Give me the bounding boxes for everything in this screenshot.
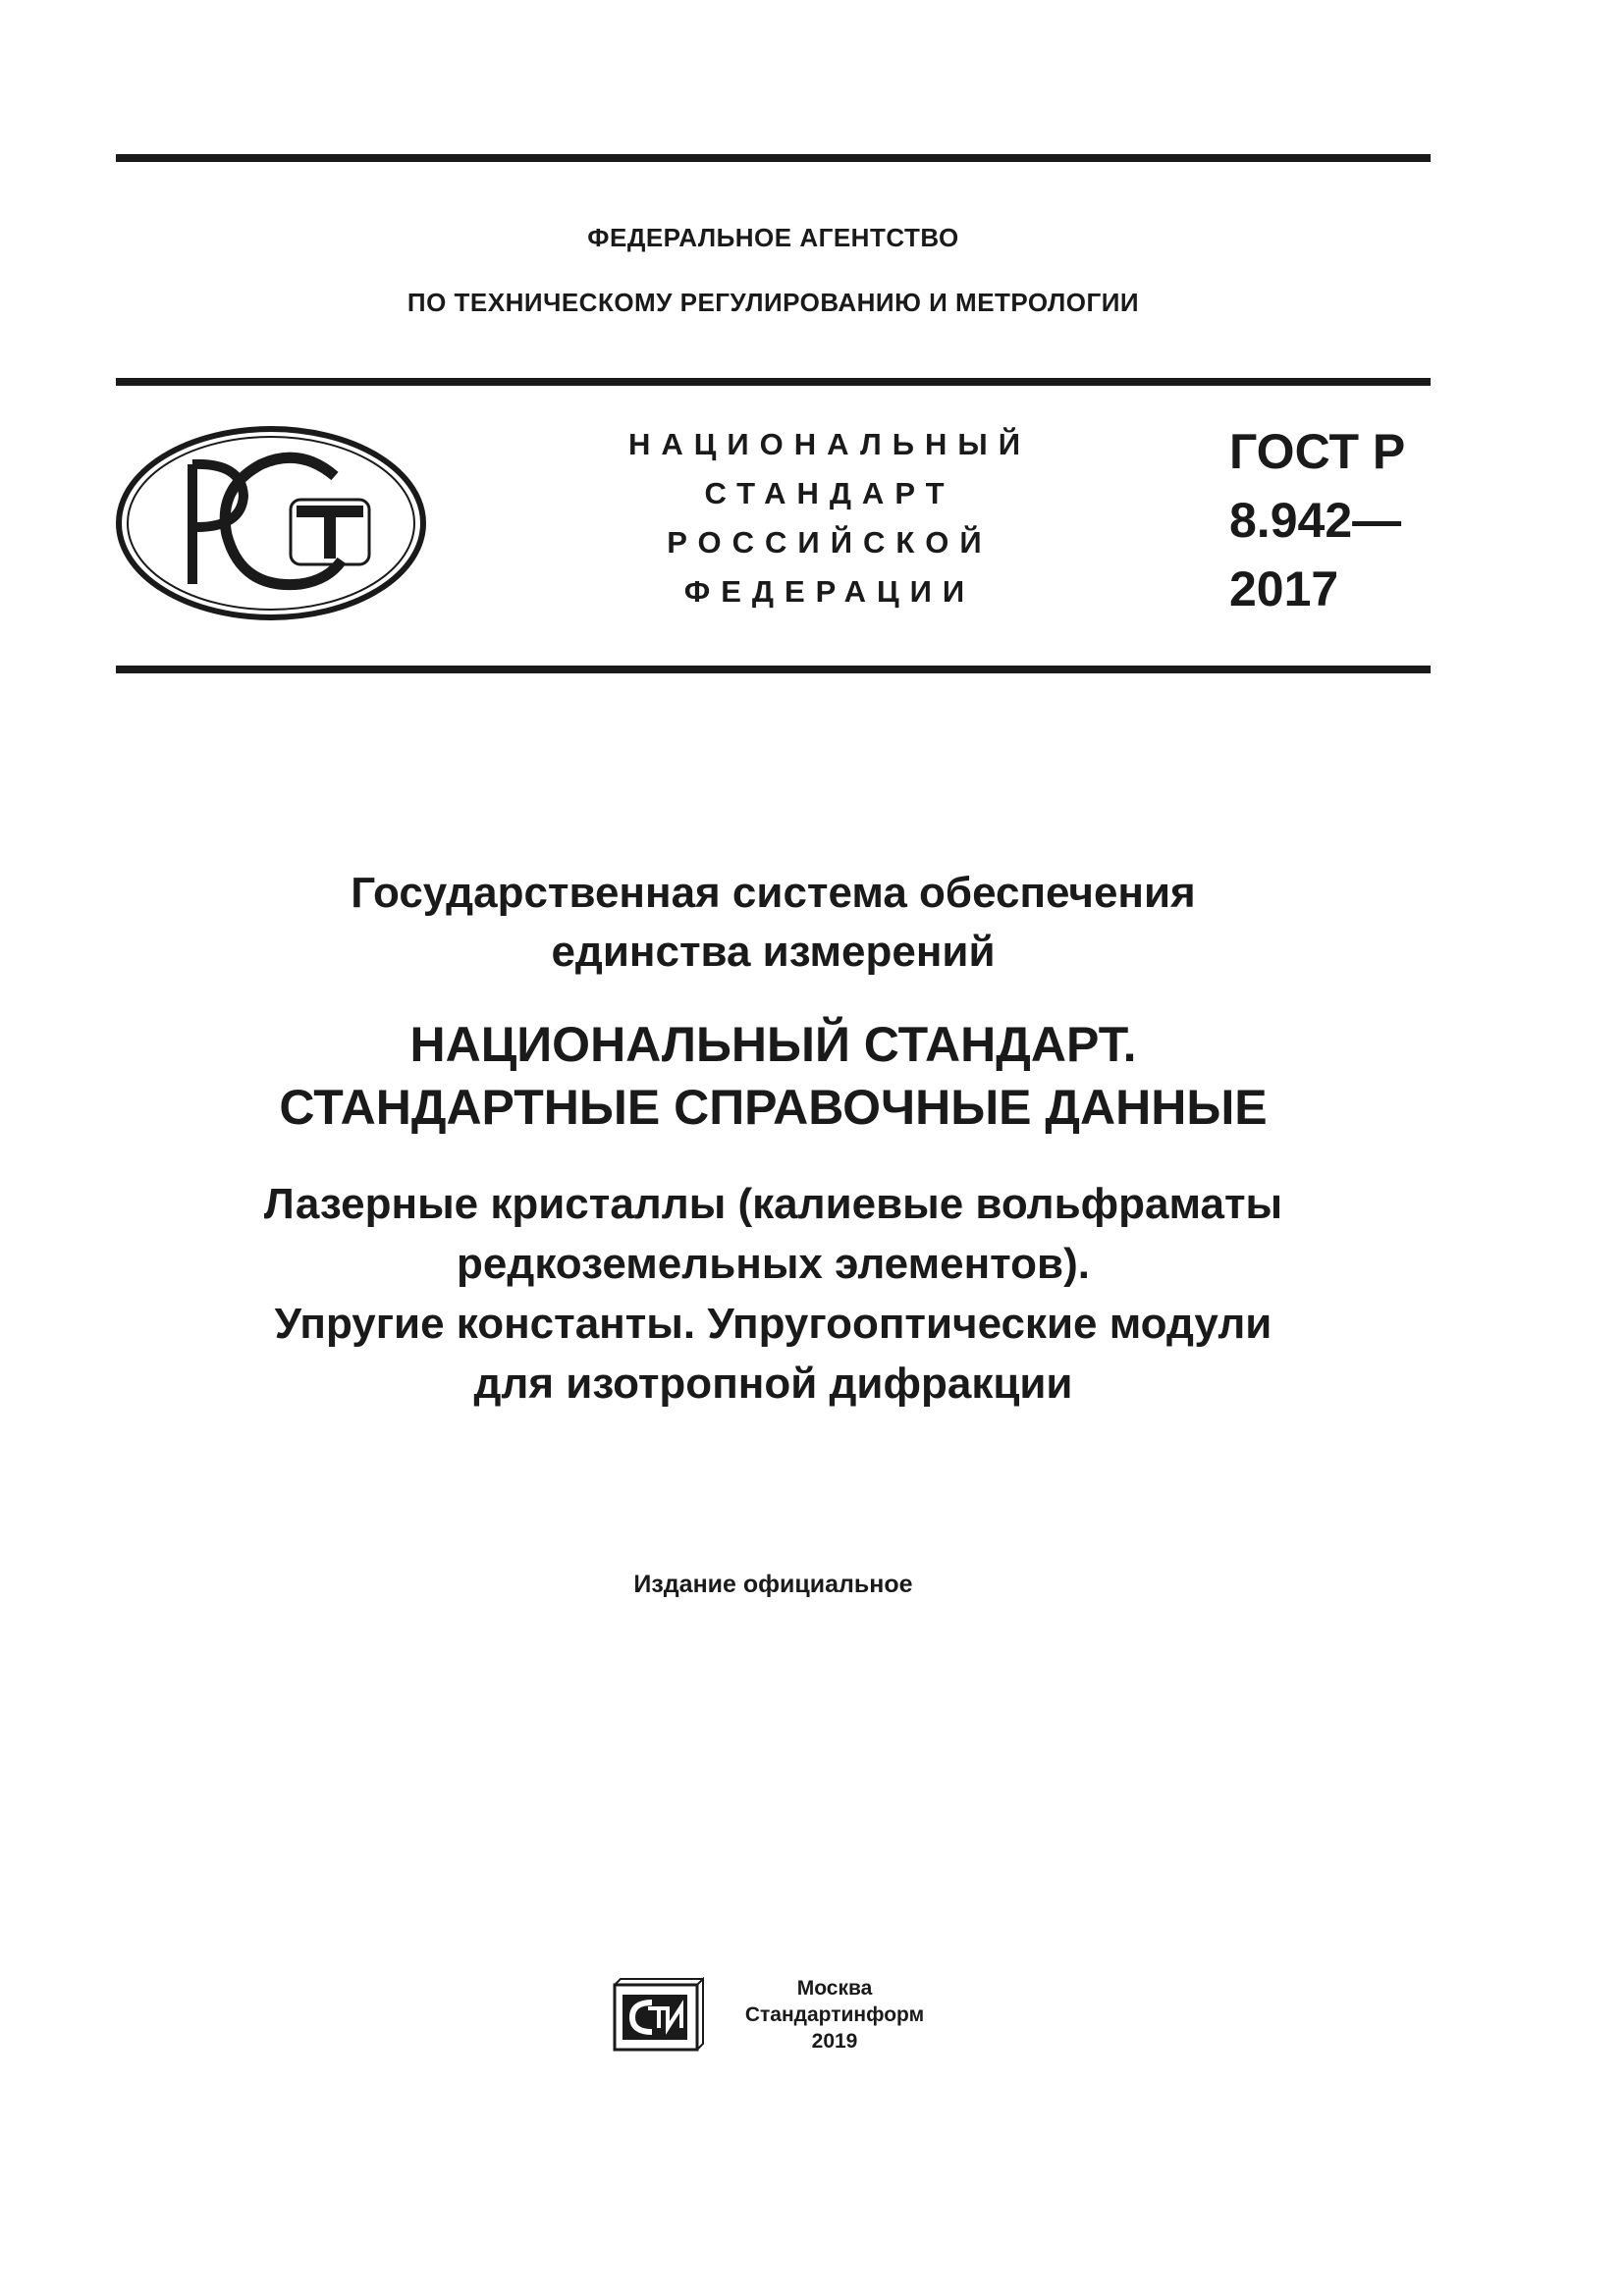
national-title-line-1: НАЦИОНАЛЬНЫЙ СТАНДАРТ. bbox=[409, 1017, 1137, 1072]
top-rule bbox=[116, 154, 1431, 162]
header-bottom-rule bbox=[116, 666, 1431, 673]
publisher-year: 2019 bbox=[811, 2030, 858, 2053]
national-line-1: НАЦИОНАЛЬНЫЙ bbox=[627, 427, 1032, 461]
subject-title bbox=[116, 1174, 1431, 1414]
subject-title-line-3: Упругие константы. Упругооптические модули bbox=[274, 1300, 1272, 1348]
national-line-2: СТАНДАРТ bbox=[704, 476, 955, 510]
publisher-city: Москва bbox=[796, 1977, 873, 2000]
system-title-line-1: Государственная система обеспечения bbox=[351, 869, 1196, 917]
subject-title-line-2: редкоземельных элементов). bbox=[457, 1240, 1090, 1288]
standartinform-logo-icon bbox=[613, 1977, 705, 2052]
national-line-4: ФЕДЕРАЦИИ bbox=[683, 574, 976, 609]
header-top-rule bbox=[116, 378, 1431, 386]
agency-name-line-1: ФЕДЕРАЛЬНОЕ АГЕНТСТВО bbox=[587, 223, 959, 252]
gost-line-3: 2017 bbox=[1229, 561, 1339, 616]
gost-line-1: ГОСТ Р bbox=[1229, 424, 1406, 479]
publisher-name: Стандартинформ bbox=[744, 2003, 925, 2026]
rst-certification-logo-icon bbox=[114, 425, 428, 621]
edition-label: Издание официальное bbox=[633, 1571, 913, 1598]
gost-line-2: 8.942— bbox=[1229, 493, 1402, 548]
subject-title-line-4: для изотропной дифракции bbox=[473, 1360, 1073, 1408]
publisher-info bbox=[717, 1975, 952, 2055]
national-standard-label bbox=[550, 420, 1110, 616]
national-standard-title bbox=[116, 1013, 1431, 1139]
subject-title-line-1: Лазерные кристаллы (калиевые вольфраматы bbox=[263, 1180, 1283, 1228]
system-title bbox=[116, 864, 1431, 982]
system-title-line-2: единства измерений bbox=[551, 928, 996, 976]
agency-name-line-2: ПО ТЕХНИЧЕСКОМУ РЕГУЛИРОВАНИЮ И МЕТРОЛОГИИ bbox=[406, 288, 1140, 317]
gost-number bbox=[1229, 417, 1405, 623]
national-title-line-2: СТАНДАРТНЫЕ СПРАВОЧНЫЕ ДАННЫЕ bbox=[279, 1080, 1268, 1135]
national-line-3: РОССИЙСКОЙ bbox=[667, 525, 993, 560]
